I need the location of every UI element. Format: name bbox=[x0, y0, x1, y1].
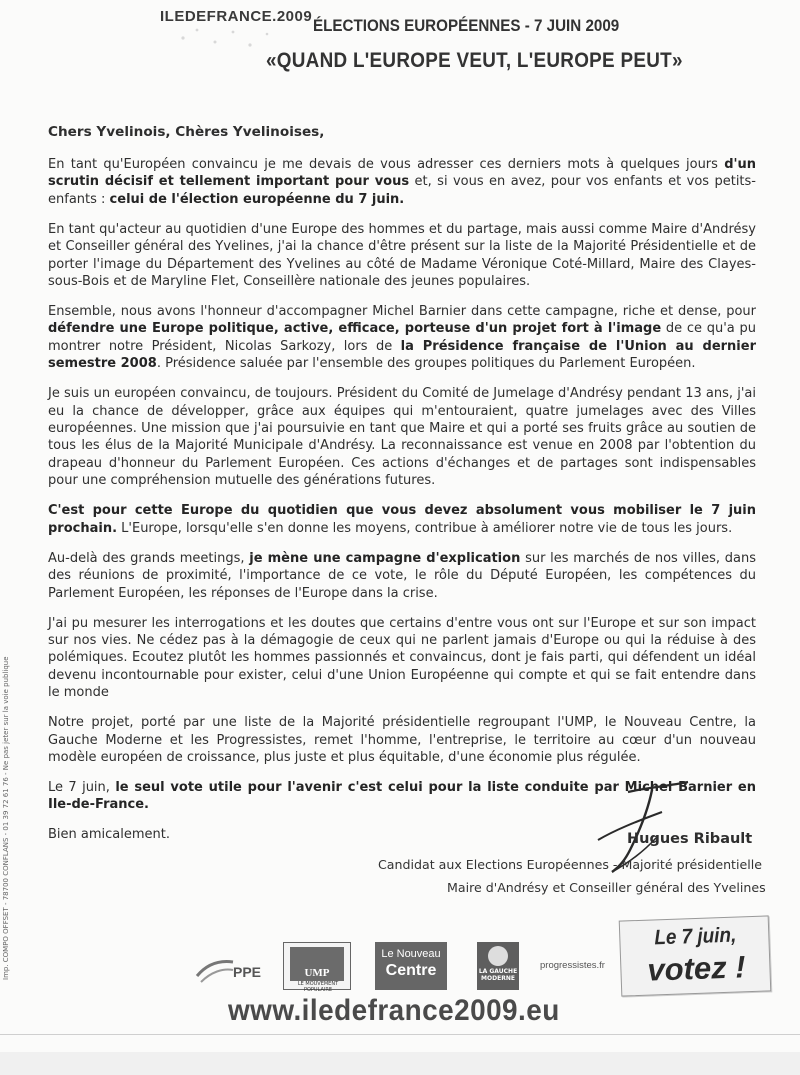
ump-label: UMP bbox=[304, 967, 330, 979]
progressistes-logo: progressistes.fr bbox=[540, 960, 605, 971]
ump-tree-icon bbox=[290, 947, 344, 981]
gauche-moderne-logo bbox=[477, 942, 519, 990]
signer-title-1: Candidat aux Elections Européennes - Majorité présidentielle bbox=[378, 857, 762, 872]
gm-circle-icon bbox=[488, 946, 508, 966]
paragraph bbox=[48, 502, 756, 537]
text-run: Au-delà des grands meetings, bbox=[48, 550, 250, 566]
gm-label: LA GAUCHE MODERNE bbox=[478, 968, 518, 982]
ump-logo bbox=[283, 942, 351, 993]
vote-badge-line-2: votez ! bbox=[646, 949, 747, 988]
slogan-heading: «QUAND L'EUROPE VEUT, L'EUROPE PEUT» bbox=[266, 49, 683, 72]
ppe-swirl-icon bbox=[195, 946, 235, 986]
text-run: En tant qu'Européen convaincu je me devais de vous adresser ces derniers mots à quelques jours bbox=[48, 157, 725, 172]
bold-text: je mène une campagne d'explication bbox=[249, 550, 521, 566]
bold-text: celui de l'élection européenne du 7 juin. bbox=[109, 191, 405, 207]
paragraph bbox=[48, 714, 756, 766]
text-run: Notre projet, porté par une liste de la Majorité présidentielle regroupant l'UMP, le Nouveau Centre, la Gauche Moderne et les Progressistes, remet l'homme, l'entreprise, le territoire au cœur d'un nouveau modèle européen de croissance, plus juste et plus équitable, d'une économie plus régulée. bbox=[48, 715, 756, 765]
closing: Bien amicalement. bbox=[48, 827, 170, 843]
text-run: L'Europe, lorsqu'elle s'en donne les moyens, contribue à améliorer notre vie de tous les jours. bbox=[117, 520, 733, 536]
nc-line-2: Centre bbox=[385, 962, 437, 979]
paragraph bbox=[48, 615, 756, 702]
salutation: Chers Yvelinois, Chères Yvelinoises, bbox=[48, 124, 325, 140]
paragraph bbox=[48, 550, 756, 602]
nc-line-1: Le Nouveau bbox=[381, 948, 441, 960]
brand-logo: ILEDEFRANCE.2009 bbox=[160, 8, 313, 25]
bold-text: défendre une Europe politique, active, efficace, porteuse d'un projet fort à l'image bbox=[48, 321, 662, 337]
paragraph bbox=[48, 385, 756, 489]
paragraph bbox=[48, 303, 756, 373]
paragraph bbox=[48, 221, 756, 291]
text-run: Le 7 juin, bbox=[48, 779, 116, 795]
paragraph bbox=[48, 156, 756, 208]
text-run: Ensemble, nous avons l'honneur d'accompagner Michel Barnier dans cette campagne, riche et dense, pour bbox=[48, 304, 756, 320]
text-run: Je suis un européen convaincu, de toujours. Président du Comité de Jumelage d'Andrésy pendant 13 ans, j'ai eu la chance de développer, grâce aux équipes qui m'entouraient, quatre jumelages avec des Villes européennes. Une mission que j'ai poursuivie en tant que Maire et qui a porté ses fruits grâce au soutien de tous les élus de la Majorité Municipale d'Andrésy. La reconnaissance est venue en 2008 par l'obtention du drapeau d'honneur du Parlement Européen. Ces actions d'échanges et de partages sont indispensables pour une compréhension mutuelle des générations futures. bbox=[48, 386, 756, 489]
ppe-label: PPE bbox=[233, 964, 262, 980]
ppe-logo bbox=[195, 946, 275, 986]
bold-text: le seul vote utile pour l'avenir c'est celui pour la liste conduite par Michel Barnier en Ile-de-France. bbox=[48, 779, 756, 813]
text-run: de ce qu'a pu montrer notre Président, Nicolas Sarkozy, lors de bbox=[48, 321, 756, 354]
bold-text: la Présidence française de l'Union au dernier semestre 2008 bbox=[48, 338, 756, 372]
vote-badge bbox=[619, 915, 772, 996]
vote-badge-line-1: Le 7 juin, bbox=[653, 923, 737, 950]
nouveau-centre-logo bbox=[375, 942, 447, 990]
text-run: J'ai pu mesurer les interrogations et les doutes que certains d'entre vous ont sur l'Europe et sur son impact sur nos vies. Ne cédez pas à la démagogie de ceux qui ne parlent jamais d'Europe ou qui la réduise à des polémiques. Ecoutez plutôt les hommes passionnés et convaincus, dont je fais parti, qui défendent un idéal devenu incontournable pour exister, celui d'une Union Européenne qui compte et qui se fait entendre dans le monde bbox=[48, 615, 756, 701]
text-run: et, si vous en avez, pour vos enfants et vos petits-enfants : bbox=[48, 174, 756, 207]
signer-title-2: Maire d'Andrésy et Conseiller général des Yvelines bbox=[447, 880, 766, 895]
footer-shade bbox=[0, 1052, 800, 1075]
bold-text: d'un scrutin décisif et tellement important pour vous bbox=[48, 157, 756, 190]
bold-text: C'est pour cette Europe du quotidien que vous devez absolument vous mobiliser le 7 juin prochain. bbox=[48, 503, 756, 536]
text-run: . Présidence saluée par l'ensemble des groupes politiques du Parlement Européen. bbox=[156, 356, 696, 372]
ump-subtitle: LE MOUVEMENT POPULAIRE bbox=[297, 981, 339, 993]
signer-name: Hugues Ribault bbox=[627, 831, 753, 847]
printer-note: Imp. COMPO OFFSET - 78700 CONFLANS - 01 39 72 61 76 - Ne pas jeter sur la voie publique bbox=[2, 656, 10, 980]
text-run: sur les marchés de nos villes, dans des réunions de proximité, l'importance de ce vote, le rôle du Député Européen, les compétences du Parlement Européen, les réponses de l'Europe dans la crise. bbox=[48, 550, 756, 601]
text-run: En tant qu'acteur au quotidien d'une Europe des hommes et du partage, mais aussi comme Maire d'Andrésy et Conseiller général des Yvelines, j'ai la chance d'être présent sur la liste de la Majorité Présidentielle et de porter l'image du Département des Yvelines au côté de Madame Véronique Coté-Millard, Maire des Clayes-sous-Bois et de Maryline Flet, Conseillère nationale des jeunes populaires. bbox=[48, 221, 756, 290]
election-heading: ÉLECTIONS EUROPÉENNES - 7 JUIN 2009 bbox=[313, 17, 620, 35]
footer-divider bbox=[0, 1034, 800, 1035]
party-logos bbox=[195, 942, 625, 992]
website-url: www.iledefrance2009.eu bbox=[228, 994, 560, 1027]
letter-body bbox=[48, 156, 756, 856]
